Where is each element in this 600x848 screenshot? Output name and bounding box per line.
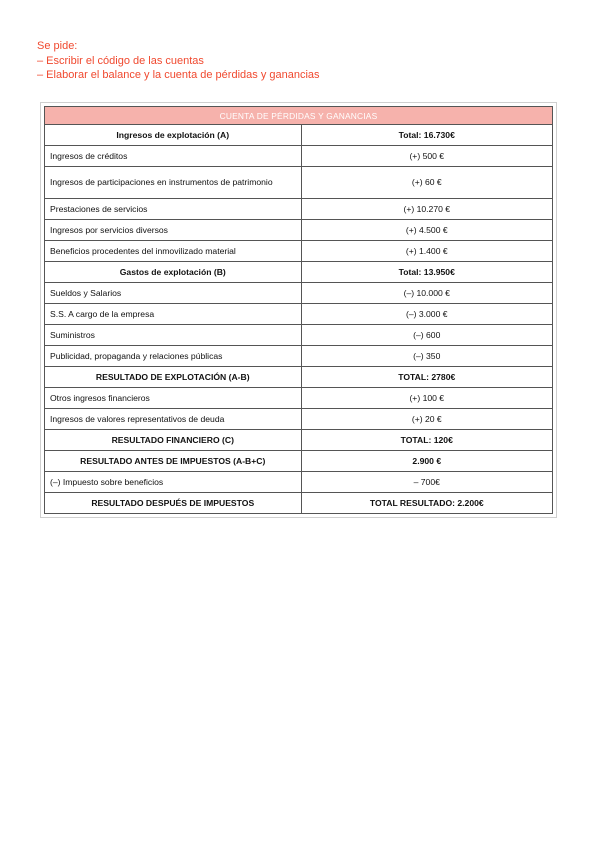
row-description: Suministros — [45, 325, 302, 346]
row-amount: (+) 1.400 € — [301, 241, 552, 262]
row-description: Ingresos de explotación (A) — [45, 125, 302, 146]
row-amount: (–) 3.000 € — [301, 304, 552, 325]
row-amount: (–) 10.000 € — [301, 283, 552, 304]
instruction-item: – Escribir el código de las cuentas — [37, 54, 204, 67]
row-amount: (+) 10.270 € — [301, 199, 552, 220]
result-row-operating — [45, 367, 553, 388]
row-amount: TOTAL: 120€ — [301, 430, 552, 451]
row-description: S.S. A cargo de la empresa — [45, 304, 302, 325]
income-statement-table — [44, 106, 553, 514]
row-description: Ingresos de participaciones en instrumentos de patrimonio — [45, 167, 302, 199]
instructions — [37, 39, 320, 83]
table-row — [45, 346, 553, 367]
income-statement-frame — [40, 102, 557, 518]
row-amount: (–) 350 — [301, 346, 552, 367]
row-amount: – 700€ — [301, 472, 552, 493]
table-row — [45, 409, 553, 430]
section-row-operating-expenses — [45, 262, 553, 283]
section-row-operating-income — [45, 125, 553, 146]
table-row — [45, 325, 553, 346]
table-row — [45, 220, 553, 241]
row-description: Ingresos de créditos — [45, 146, 302, 167]
row-description: Ingresos por servicios diversos — [45, 220, 302, 241]
row-amount: (+) 4.500 € — [301, 220, 552, 241]
table-header-row — [45, 107, 553, 125]
row-description: Otros ingresos financieros — [45, 388, 302, 409]
result-row-before-tax — [45, 451, 553, 472]
row-description: RESULTADO DE EXPLOTACIÓN (A-B) — [45, 367, 302, 388]
instruction-item: – Elaborar el balance y la cuenta de pérdidas y ganancias — [37, 69, 320, 81]
row-amount: TOTAL RESULTADO: 2.200€ — [301, 493, 552, 514]
table-row — [45, 146, 553, 167]
table-row — [45, 241, 553, 262]
table-row — [45, 304, 553, 325]
row-description: Gastos de explotación (B) — [45, 262, 302, 283]
row-amount: (+) 60 € — [301, 167, 552, 199]
row-amount: (+) 500 € — [301, 146, 552, 167]
row-description: Sueldos y Salarios — [45, 283, 302, 304]
row-description: RESULTADO ANTES DE IMPUESTOS (A-B+C) — [45, 451, 302, 472]
row-amount: Total: 13.950€ — [301, 262, 552, 283]
table-row — [45, 388, 553, 409]
row-amount: 2.900 € — [301, 451, 552, 472]
row-amount: (–) 600 — [301, 325, 552, 346]
result-row-financial — [45, 430, 553, 451]
row-description: Beneficios procedentes del inmovilizado material — [45, 241, 302, 262]
row-description: Ingresos de valores representativos de deuda — [45, 409, 302, 430]
table-row — [45, 283, 553, 304]
result-row-after-tax — [45, 493, 553, 514]
row-description: Prestaciones de servicios — [45, 199, 302, 220]
row-description: Publicidad, propaganda y relaciones públicas — [45, 346, 302, 367]
row-amount: (+) 20 € — [301, 409, 552, 430]
table-row — [45, 199, 553, 220]
instructions-heading: Se pide: — [37, 40, 78, 52]
row-amount: TOTAL: 2780€ — [301, 367, 552, 388]
row-description: RESULTADO DESPUÉS DE IMPUESTOS — [45, 493, 302, 514]
row-description: RESULTADO FINANCIERO (C) — [45, 430, 302, 451]
row-amount: (+) 100 € — [301, 388, 552, 409]
table-row — [45, 167, 553, 199]
table-row — [45, 472, 553, 493]
table-title: CUENTA DE PÉRDIDAS Y GANANCIAS — [45, 107, 553, 125]
row-description: (–) Impuesto sobre beneficios — [45, 472, 302, 493]
row-amount: Total: 16.730€ — [301, 125, 552, 146]
